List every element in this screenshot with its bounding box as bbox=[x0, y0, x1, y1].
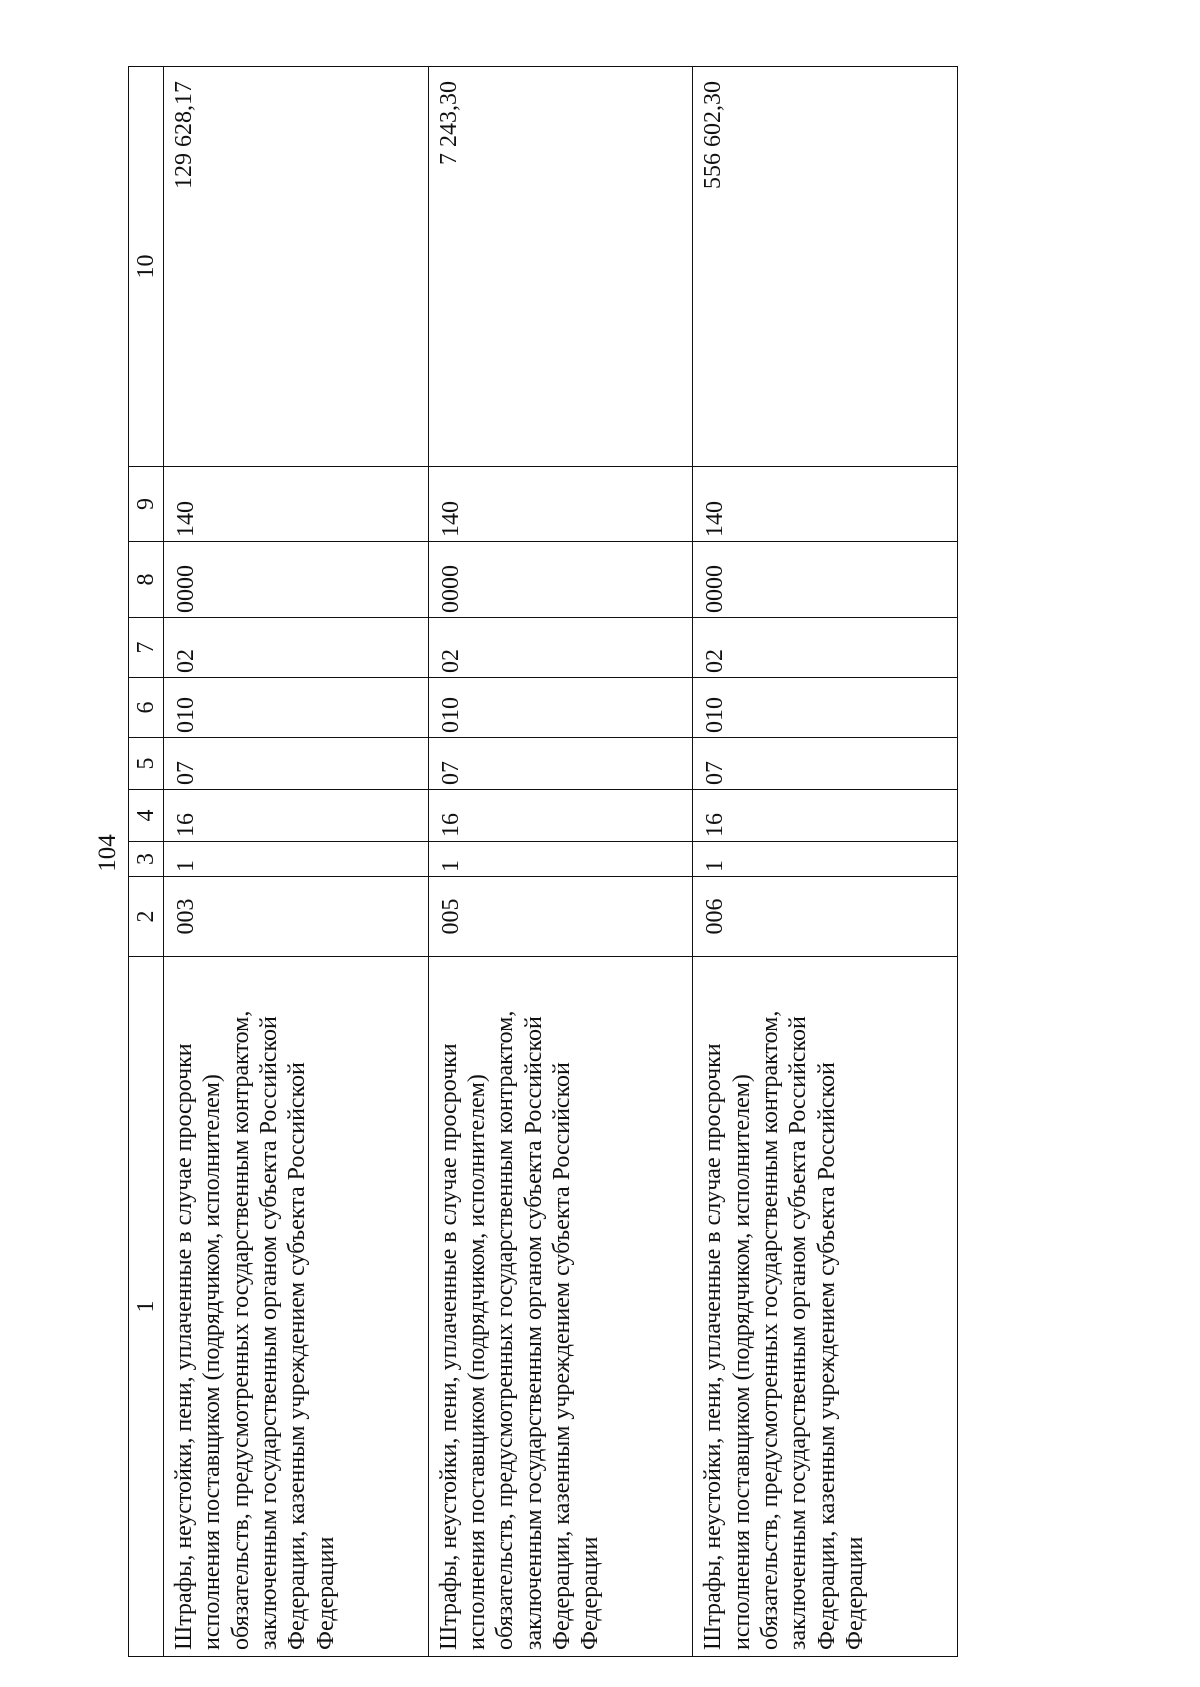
code-cell: 07 bbox=[693, 738, 958, 790]
code-cell: 02 bbox=[693, 618, 958, 678]
column-number: 4 bbox=[129, 790, 164, 842]
amount-cell: 7 243,30 bbox=[428, 67, 693, 467]
code-cell: 1 bbox=[693, 842, 958, 877]
table-row bbox=[164, 67, 429, 1657]
code-cell: 16 bbox=[428, 790, 693, 842]
column-number: 1 bbox=[129, 957, 164, 1657]
code-cell: 140 bbox=[164, 467, 429, 542]
code-cell: 005 bbox=[428, 877, 693, 957]
amount-cell: 556 602,30 bbox=[693, 67, 958, 467]
column-number: 5 bbox=[129, 738, 164, 790]
amount-cell: 129 628,17 bbox=[164, 67, 429, 467]
code-cell: 010 bbox=[164, 678, 429, 738]
page-number: 104 bbox=[94, 834, 121, 872]
code-cell: 0000 bbox=[693, 542, 958, 618]
row-description: Штрафы, неустойки, пени, уплаченные в случае просрочки исполнения поставщиком (подрядчиком, исполнителем) обязательств, предусмотренных государственным контрактом, заключенным государственным органом субъекта Российской Федерации, казенным учреждением субъекта Российской Федерации bbox=[428, 957, 693, 1657]
column-number: 2 bbox=[129, 877, 164, 957]
table-row bbox=[693, 67, 958, 1657]
code-cell: 0000 bbox=[428, 542, 693, 618]
code-cell: 010 bbox=[428, 678, 693, 738]
code-cell: 0000 bbox=[164, 542, 429, 618]
code-cell: 02 bbox=[428, 618, 693, 678]
column-number: 7 bbox=[129, 618, 164, 678]
income-codes-table bbox=[128, 66, 958, 1657]
code-cell: 07 bbox=[428, 738, 693, 790]
row-description: Штрафы, неустойки, пени, уплаченные в случае просрочки исполнения поставщиком (подрядчиком, исполнителем) обязательств, предусмотренных государственным контрактом, заключенным государственным органом субъекта Российской Федерации, казенным учреждением субъекта Российской Федерации bbox=[693, 957, 958, 1657]
code-cell: 02 bbox=[164, 618, 429, 678]
column-number: 3 bbox=[129, 842, 164, 877]
row-description: Штрафы, неустойки, пени, уплаченные в случае просрочки исполнения поставщиком (подрядчиком, исполнителем) обязательств, предусмотренных государственным контрактом, заключенным государственным органом субъекта Российской Федерации, казенным учреждением субъекта Российской Федерации bbox=[164, 957, 429, 1657]
code-cell: 010 bbox=[693, 678, 958, 738]
table-row bbox=[428, 67, 693, 1657]
code-cell: 140 bbox=[428, 467, 693, 542]
column-number: 10 bbox=[129, 67, 164, 467]
code-cell: 003 bbox=[164, 877, 429, 957]
code-cell: 1 bbox=[164, 842, 429, 877]
code-cell: 16 bbox=[693, 790, 958, 842]
code-cell: 07 bbox=[164, 738, 429, 790]
column-number: 8 bbox=[129, 542, 164, 618]
column-number: 9 bbox=[129, 467, 164, 542]
column-number: 6 bbox=[129, 678, 164, 738]
code-cell: 006 bbox=[693, 877, 958, 957]
code-cell: 140 bbox=[693, 467, 958, 542]
code-cell: 1 bbox=[428, 842, 693, 877]
rotated-table-container bbox=[128, 67, 958, 1657]
code-cell: 16 bbox=[164, 790, 429, 842]
column-number-row bbox=[129, 67, 164, 1657]
